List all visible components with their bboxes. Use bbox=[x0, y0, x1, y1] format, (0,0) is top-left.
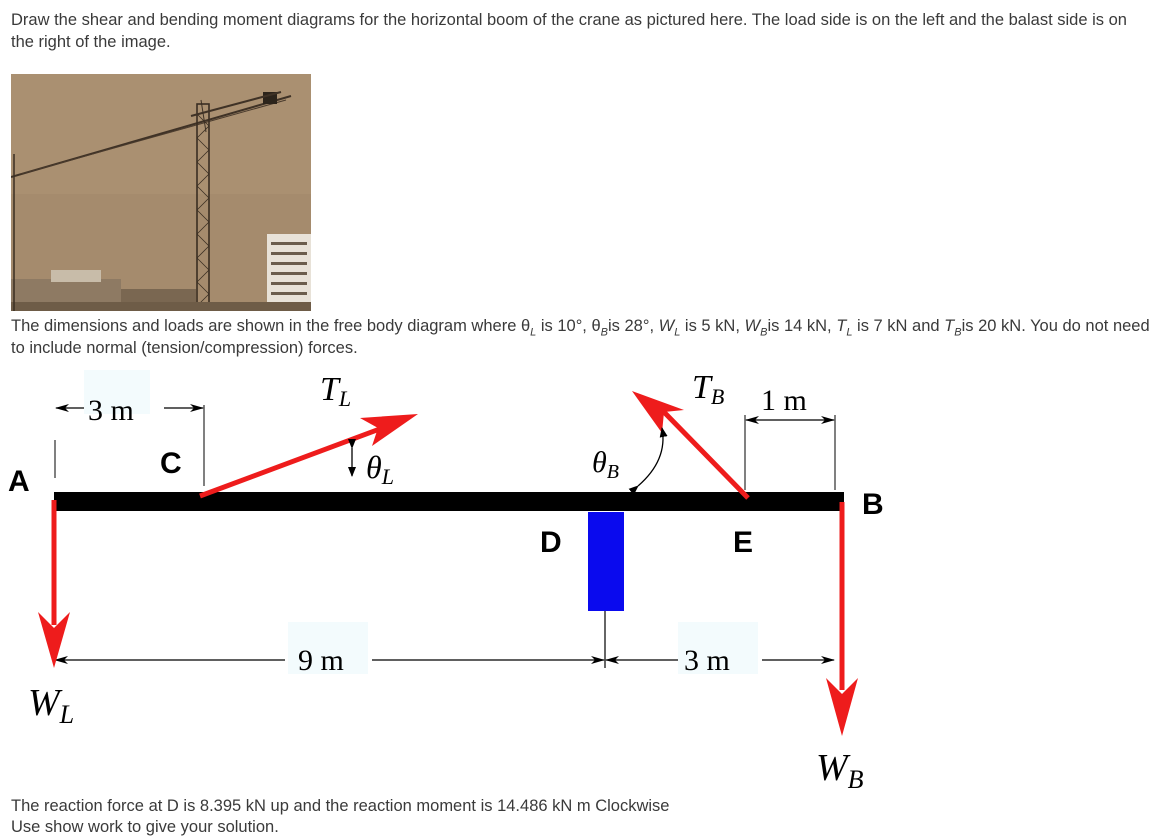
force-tb-line bbox=[662, 410, 748, 498]
crane-photo bbox=[11, 74, 311, 311]
label-wl: $W_L$ bbox=[28, 682, 75, 729]
label-wb: $W_B$ bbox=[816, 747, 864, 794]
reaction-text bbox=[11, 796, 911, 838]
instruction-line: Use show work to give your solution. bbox=[11, 818, 279, 836]
force-tl-arrowhead bbox=[360, 414, 418, 446]
support-d bbox=[588, 512, 624, 611]
free-body-diagram bbox=[0, 360, 1164, 796]
point-label-d: D bbox=[540, 526, 562, 559]
dimensions-text: The dimensions and loads are shown in the free body diagram where $\theta_L$ is 10°, $\theta_Bis$ 28°, $W_L$ is 5 kN, $W_Bis$ 14 kN, $T_L$ is 7 kN and $T_Bis$ 20 kN. You do not need to include normal (tension/compression) forces. bbox=[11, 317, 1150, 357]
dim-9m: 9 m bbox=[298, 644, 344, 677]
force-tl-line bbox=[200, 427, 385, 496]
dim-3m-bottom: 3 m bbox=[684, 644, 730, 677]
label-thetal: θL bbox=[366, 449, 394, 489]
point-label-b: B bbox=[862, 488, 884, 521]
angle-thetab-arc bbox=[638, 428, 663, 486]
problem-intro: Draw the shear and bending moment diagrams for the horizontal boom of the crane as pictured here. The load side is on the left and the balast side is on the right of the image. bbox=[11, 11, 1127, 51]
label-thetab: $\theta_B$ bbox=[592, 446, 619, 483]
dim-3m-top: 3 m bbox=[88, 394, 134, 427]
label-tb: TB bbox=[692, 369, 725, 409]
reaction-line: The reaction force at D is 8.395 kN up and the reaction moment is 14.486 kN m Clockwise bbox=[11, 797, 670, 815]
point-label-e: E bbox=[733, 526, 754, 559]
beam bbox=[54, 492, 844, 511]
point-label-c: C bbox=[160, 447, 182, 480]
point-label-a: A bbox=[8, 465, 30, 498]
dim-1m: 1 m bbox=[761, 384, 807, 417]
label-tl: TL bbox=[320, 371, 352, 411]
